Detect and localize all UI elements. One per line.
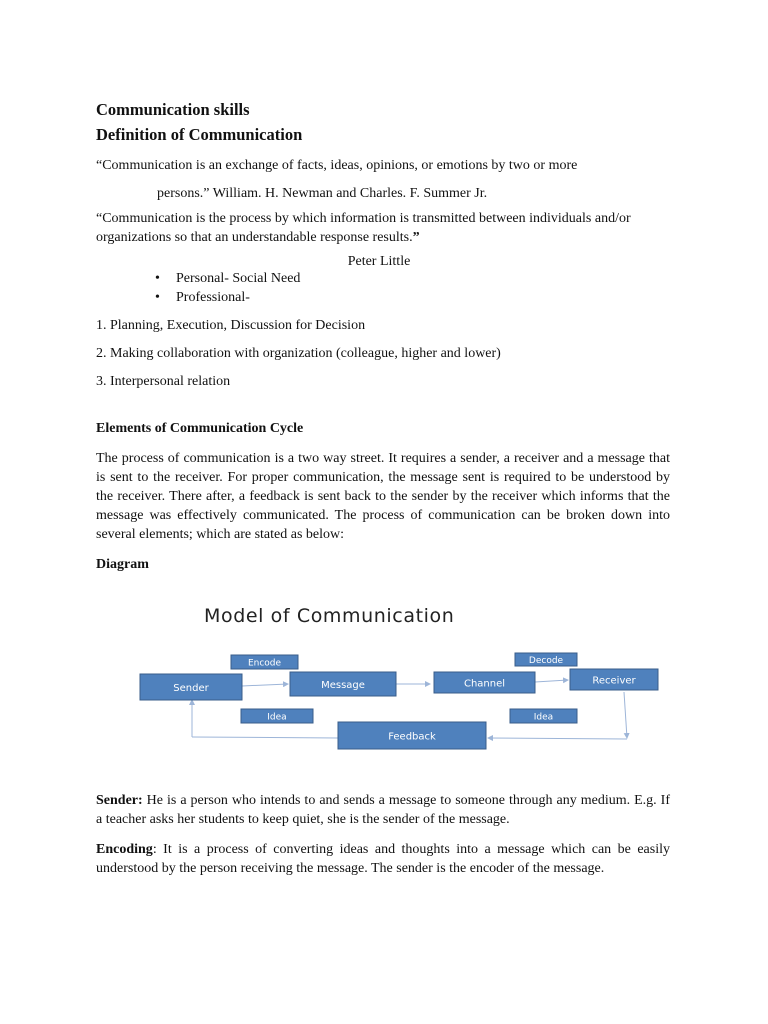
section-heading-elements: Elements of Communication Cycle: [96, 421, 304, 436]
bullet-symbol: •: [155, 290, 160, 305]
message-label: Message: [321, 680, 365, 691]
definition-text: : It is a process of converting ideas and thoughts into a message which can be easily understood by the person receiving the message. The sender is the encoder of the message.: [96, 842, 670, 876]
quote-2-close-mark: ”: [412, 230, 420, 245]
list-item: [155, 288, 656, 307]
list-item: [155, 269, 656, 288]
numbered-item-3: 3. Interpersonal relation: [96, 374, 231, 389]
diagram-title: Model of Communication: [204, 605, 455, 627]
elements-paragraph: The process of communication is a two way street. It requires a sender, a receiver and a message that is sent to the receiver. For proper communication, the message sent is required to be understood by the receiver. There after, a feedback is sent back to the sender by the receiver which informs that the message was effectively communicated. The process of communication can be broken down into several elements; which are stated as below:: [96, 451, 670, 542]
bullet-list: [155, 269, 656, 307]
arrow-to-feedback: [488, 738, 627, 739]
definition-sender: [96, 791, 670, 829]
definition-text: He is a person who intends to and sends a message to someone through any medium. E.g. If a teacher asks her students to keep quiet, she is the sender of the message.: [96, 793, 670, 827]
arrow-feedback-left: [192, 737, 338, 738]
quote-2-author: Peter Little: [347, 254, 411, 269]
decode-label: Decode: [528, 656, 564, 666]
document-title: Communication skills: [96, 100, 250, 119]
idea-left-label: Idea: [267, 712, 287, 723]
receiver-label: Receiver: [592, 675, 636, 687]
communication-model-diagram: [130, 592, 670, 757]
definition-encoding: [96, 840, 670, 878]
quote-2: [96, 209, 672, 247]
numbered-item-2: 2. Making collaboration with organization (colleague, higher and lower): [96, 346, 501, 361]
numbered-item-1: 1. Planning, Execution, Discussion for Decision: [96, 318, 366, 333]
feedback-label: Feedback: [388, 731, 436, 743]
definition-term: Encoding: [96, 842, 153, 857]
definition-term: Sender:: [96, 793, 143, 808]
section-heading-definition: Definition of Communication: [96, 125, 303, 144]
idea-right-label: Idea: [533, 712, 554, 723]
arrow-sender-message: [242, 684, 288, 686]
arrow-channel-receiver: [535, 680, 568, 682]
arrow-receiver-down: [624, 692, 627, 738]
encode-label: Encode: [247, 658, 282, 669]
bullet-text: Professional-: [176, 290, 250, 305]
bullet-text: Personal- Social Need: [176, 271, 301, 286]
section-heading-diagram: Diagram: [96, 557, 149, 572]
quote-2-text: “Communication is the process by which information is transmitted between individuals and/or organizations so that an understandable response results.: [96, 211, 631, 245]
quote-1-line-2: persons.” William. H. Newman and Charles. F. Summer Jr.: [157, 186, 488, 201]
quote-1-line-1: “Communication is an exchange of facts, ideas, opinions, or emotions by two or more: [96, 158, 578, 173]
bullet-symbol: •: [155, 271, 160, 286]
sender-label: Sender: [173, 683, 209, 694]
channel-label: Channel: [463, 678, 506, 690]
